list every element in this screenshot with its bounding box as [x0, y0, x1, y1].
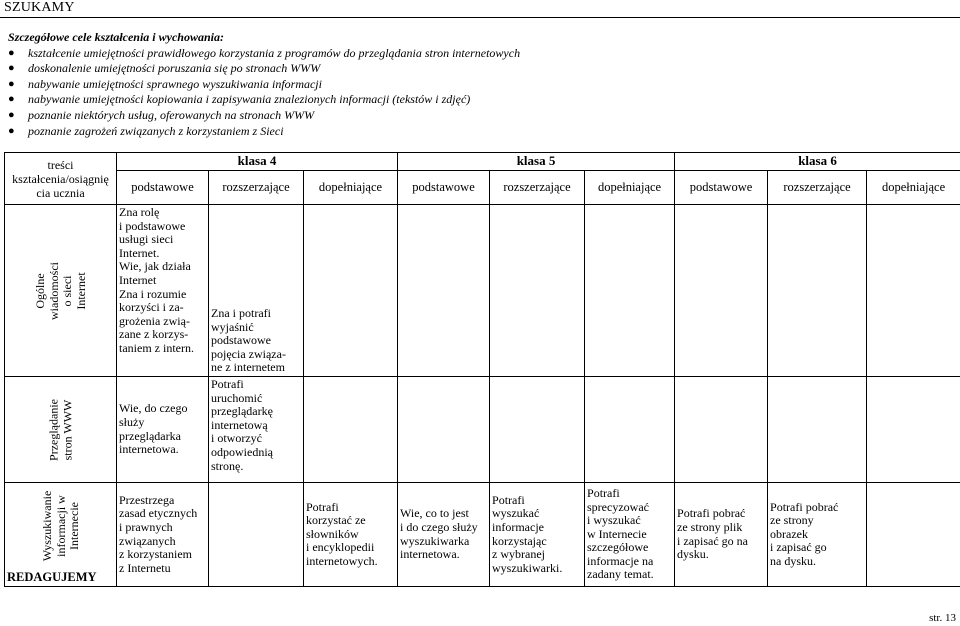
- table-row: [5, 483, 960, 587]
- list-item: ● poznanie niektórych usług, oferowanych na stronach WWW: [8, 107, 315, 122]
- level-header: dopełniające: [304, 171, 398, 205]
- class-header-5: klasa 5: [398, 153, 675, 171]
- topic-label: Wyszukiwanie informacji w Internecie: [39, 490, 81, 562]
- table-cell: Potrafi uruchomić przeglądarkę internetową i otworzyć odpowiednią stronę.: [209, 377, 304, 483]
- table-row: [5, 377, 960, 483]
- table-cell: Potrafi pobrać ze strony plik i zapisać go na dysku.: [675, 483, 768, 587]
- table-cell: Potrafi sprecyzować i wyszukać w Internecie szczegółowe informacje na zadany temat.: [585, 483, 675, 587]
- level-header: rozszerzające: [768, 171, 867, 205]
- table-cell: [585, 377, 675, 483]
- table-cell: [867, 205, 960, 377]
- list-item: ● poznanie zagrożeń związanych z korzystaniem z Sieci: [8, 123, 284, 138]
- page-number: str. 13: [929, 612, 956, 624]
- table-cell: [675, 377, 768, 483]
- page-title: SZUKAMY: [4, 0, 75, 15]
- list-item: ● doskonalenie umiejętności poruszania się po stronach WWW: [8, 61, 321, 76]
- corner-header: treści kształcenia/osiągnię cia ucznia: [5, 153, 117, 205]
- table-row: [5, 171, 960, 205]
- level-header: rozszerzające: [209, 171, 304, 205]
- level-header: podstawowe: [398, 171, 490, 205]
- table-cell: Wie, co to jest i do czego służy wyszukiwarka internetowa.: [398, 483, 490, 587]
- topic-cell: [5, 205, 117, 377]
- bullet-icon: ●: [8, 62, 15, 75]
- table-cell: Przestrzega zasad etycznych i prawnych związanych z korzystaniem z Internetu: [117, 483, 209, 587]
- curriculum-table: [4, 152, 960, 587]
- bullet-icon: ●: [8, 77, 15, 90]
- class-header-4: klasa 4: [117, 153, 398, 171]
- table-cell: [209, 483, 304, 587]
- level-header: podstawowe: [117, 171, 209, 205]
- table-cell: Zna i potrafi wyjaśnić podstawowe pojęcia związa- ne z internetem: [209, 205, 304, 377]
- objectives-heading: Szczegółowe cele kształcenia i wychowania:: [8, 30, 224, 44]
- table-cell: [768, 205, 867, 377]
- topic-label: Przeglądanie stron WWW: [46, 398, 74, 461]
- bullet-icon: ●: [8, 93, 15, 106]
- table-cell: Potrafi pobrać ze strony obrazek i zapisać go na dysku.: [768, 483, 867, 587]
- table-cell: [304, 205, 398, 377]
- level-header: dopełniające: [585, 171, 675, 205]
- bullet-icon: ●: [8, 124, 15, 137]
- table-cell: [304, 377, 398, 483]
- table-row: [5, 153, 960, 171]
- title-divider: [0, 17, 960, 18]
- table-cell: [768, 377, 867, 483]
- objectives-section: [8, 30, 948, 139]
- table-cell: [867, 483, 960, 587]
- topic-cell: [5, 377, 117, 483]
- table-cell: [398, 377, 490, 483]
- level-header: dopełniające: [867, 171, 960, 205]
- topic-label: Ogólne wiadomości o sieci Internet: [32, 261, 87, 320]
- topic-cell: [5, 483, 117, 587]
- table-cell: Potrafi korzystać ze słowników i encyklopedii internetowych.: [304, 483, 398, 587]
- table-cell: [398, 205, 490, 377]
- list-item: ● kształcenie umiejętności prawidłowego korzystania z programów do przeglądania stron internetowych: [8, 45, 521, 60]
- table-row: [5, 205, 960, 377]
- list-item: ● nabywanie umiejętności kopiowania i zapisywania znalezionych informacji (tekstów i zdjęć): [8, 92, 471, 107]
- table-cell: Wie, do czego służy przeglądarka internetowa.: [117, 377, 209, 483]
- table-cell: [490, 377, 585, 483]
- bullet-icon: ●: [8, 46, 15, 59]
- table-cell: [675, 205, 768, 377]
- table-cell: [867, 377, 960, 483]
- table-cell: Zna rolę i podstawowe usługi sieci Internet. Wie, jak działa Internet Zna i rozumie korzyści i za- grożenia zwią- zane z korzys- taniem z intern.: [117, 205, 209, 377]
- table-cell: [585, 205, 675, 377]
- objectives-list: [8, 46, 948, 140]
- table-cell: [490, 205, 585, 377]
- bullet-icon: ●: [8, 108, 15, 121]
- level-header: rozszerzające: [490, 171, 585, 205]
- class-header-6: klasa 6: [675, 153, 960, 171]
- table-cell: Potrafi wyszukać informacje korzystając z wybranej wyszukiwarki.: [490, 483, 585, 587]
- level-header: podstawowe: [675, 171, 768, 205]
- list-item: ● nabywanie umiejętności sprawnego wyszukiwania informacji: [8, 76, 322, 91]
- footer-label: REDAGUJEMY: [7, 570, 97, 585]
